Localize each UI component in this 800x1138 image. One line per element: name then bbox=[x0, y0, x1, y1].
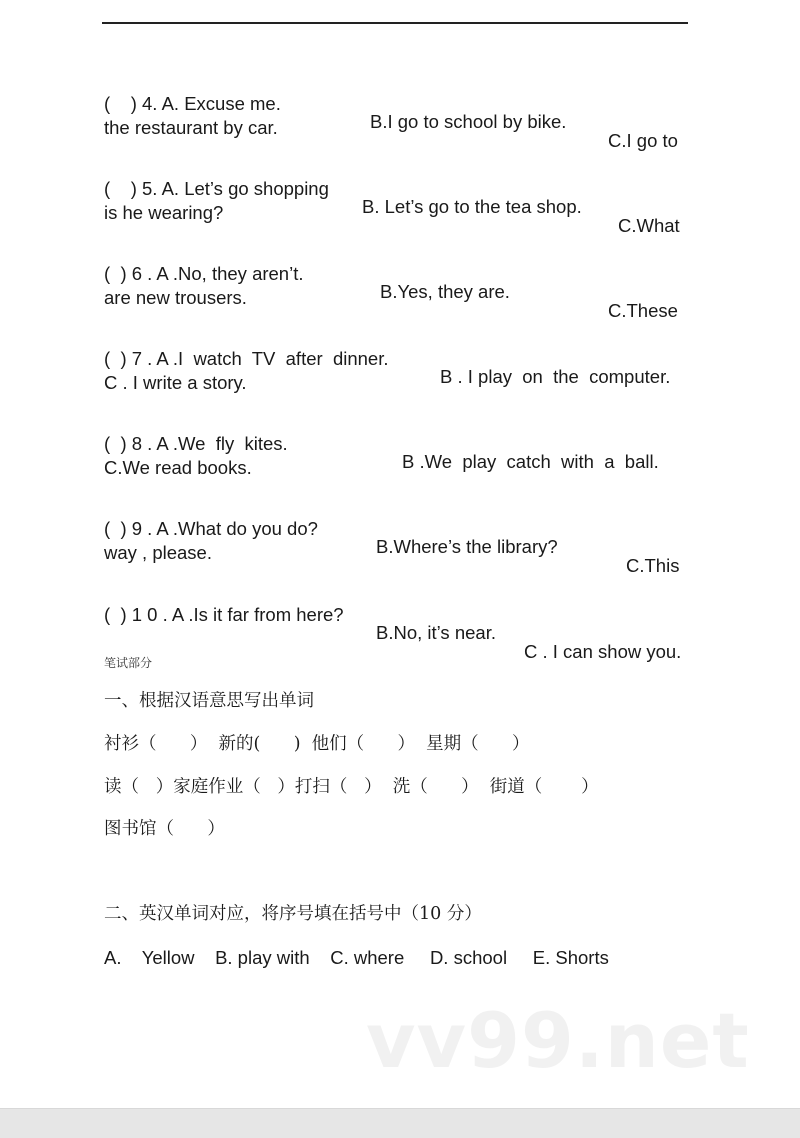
q4-option-b: B.I go to school by bike. bbox=[370, 111, 567, 132]
q5-option-a: ( ) 5. A. Let’s go shopping bbox=[104, 177, 329, 199]
q8-option-b: B .We play catch with a ball. bbox=[402, 451, 659, 472]
q5-continuation: is he wearing? bbox=[104, 202, 224, 223]
q7-option-c: C . I write a story. bbox=[104, 372, 247, 393]
q6-option-c: C.These bbox=[608, 299, 678, 321]
watermark-text: vv99.net bbox=[366, 996, 750, 1085]
q7-option-a: ( ) 7 . A .I watch TV after dinner. bbox=[104, 347, 389, 369]
q6-option-b: B.Yes, they are. bbox=[380, 281, 510, 302]
q4-option-a: ( ) 4. A. Excuse me. bbox=[104, 92, 281, 114]
q8-option-a: ( ) 8 . A .We fly kites. bbox=[104, 432, 288, 454]
q10-option-b: B.No, it’s near. bbox=[376, 622, 496, 643]
q4-option-c: C.I go to bbox=[608, 129, 678, 151]
q9-option-b: B.Where’s the library? bbox=[376, 536, 558, 557]
written-section-heading: 笔试部分 bbox=[104, 656, 153, 670]
q6-option-a: ( ) 6 . A .No, they aren’t. bbox=[104, 262, 304, 284]
part2-options: A. Yellow B. play with C. where D. school E. Shorts bbox=[104, 947, 609, 968]
q9-continuation: way , please. bbox=[104, 542, 212, 563]
q9-option-a: ( ) 9 . A .What do you do? bbox=[104, 517, 318, 539]
q7-option-b: B . I play on the computer. bbox=[440, 366, 671, 387]
q6-continuation: are new trousers. bbox=[104, 287, 247, 308]
q5-option-b: B. Let’s go to the tea shop. bbox=[362, 196, 582, 217]
part1-row-3: 图书馆（ ） bbox=[104, 819, 225, 839]
q5-option-c: C.What bbox=[618, 214, 680, 236]
q4-continuation: the restaurant by car. bbox=[104, 117, 278, 138]
page-bottom-strip bbox=[0, 1108, 800, 1138]
part1-title: 一、根据汉语意思写出单词 bbox=[104, 691, 314, 711]
q9-option-c: C.This bbox=[626, 554, 680, 576]
part2-title: 二、英汉单词对应，将序号填在括号中（10 分） bbox=[104, 904, 482, 924]
part1-row-2: 读（ ）家庭作业（ ）打扫（ ） 洗（ ） 街道（ ） bbox=[104, 777, 599, 797]
q10-option-a: ( ) 1 0 . A .Is it far from here? bbox=[104, 603, 344, 625]
q10-option-c: C . I can show you. bbox=[524, 640, 682, 662]
top-rule bbox=[102, 22, 688, 24]
q8-option-c: C.We read books. bbox=[104, 457, 252, 478]
part1-row-1: 衬衫（ ） 新的( ) 他们（ ） 星期（ ） bbox=[104, 734, 530, 754]
